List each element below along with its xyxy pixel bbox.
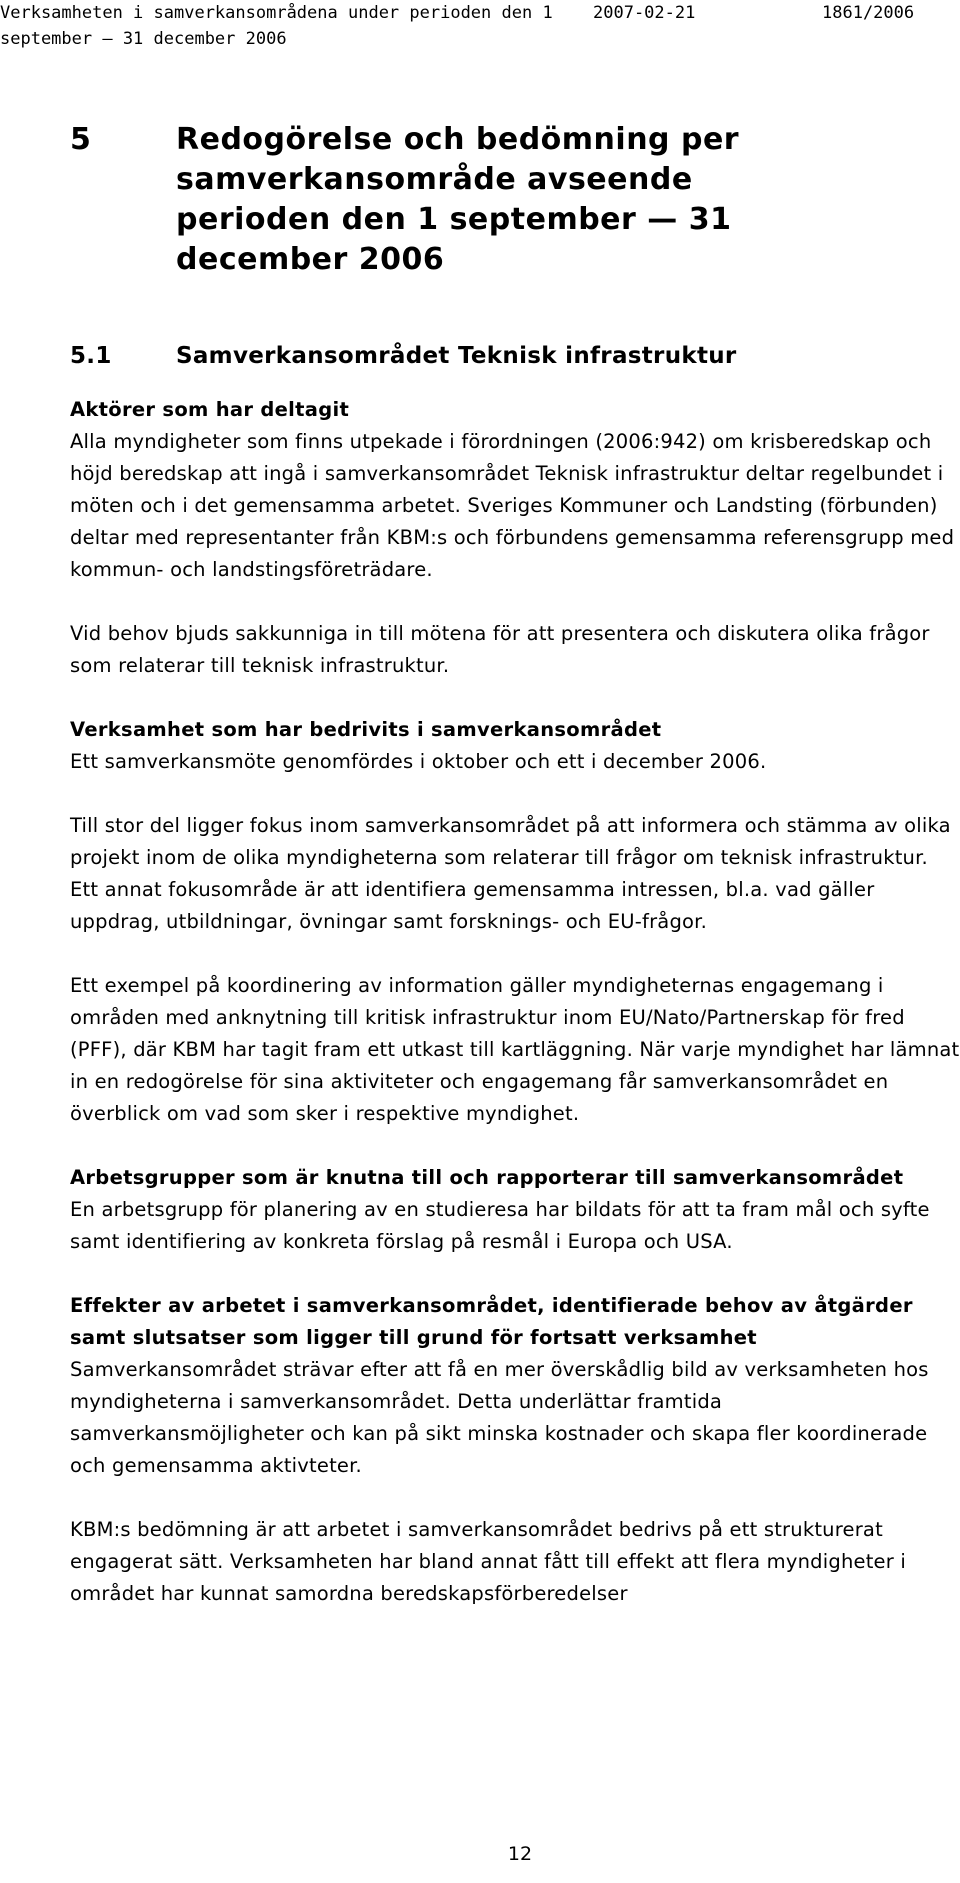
header-title: Verksamheten i samverkansområdena under perioden den 1 [0,3,553,23]
workgroups-paragraph-1: En arbetsgrupp för planering av en studieresa har bildats för att ta fram mål och syfte samt identifiering av konkreta förslag på resmål i Europa och USA. [70,1198,930,1253]
header-document-number: 1861/2006 [822,3,915,23]
effects-heading: Effekter av arbetet i samverkansområdet, identifierade behov av åtgärder samt slutsatser som ligger till grund för fortsatt verksamhet [70,1294,913,1349]
section-title: Samverkansområdet Teknisk infrastruktur [176,343,737,369]
activity-paragraph-3: Ett exempel på koordinering av information gäller myndigheternas engagemang i områden med anknytning till kritisk infrastruktur inom EU/Nato/Partnerskap för fred (PFF), där KBM har tagit fram ett utkast till kartläggning. När varje myndighet har lämnat in en redogörelse för sina aktiviteter och engagemang får samverkansområdet en överblick om vad som sker i respektive myndighet. [70,974,960,1125]
header-date: 2007-02-21 [593,3,696,23]
activity-paragraph-2: Till stor del ligger fokus inom samverkansområdet på att informera och stämma av olika projekt inom de olika myndigheterna som relaterar till frågor om teknisk infrastruktur. Ett annat fokusområde är att identifiera gemensamma intressen, bl.a. vad gäller uppdrag, utbildningar, övningar samt forsknings- och EU-frågor. [70,814,951,933]
activity-paragraph-1: Ett samverkansmöte genomfördes i oktober och ett i december 2006. [70,750,767,773]
chapter-title: Redogörelse och bedömning per samverkansområde avseende perioden den 1 september — 31 december 2006 [176,122,740,277]
running-header [0,0,960,56]
header-period: september — 31 december 2006 [0,29,287,49]
chapter-heading [70,120,960,280]
actors-paragraph-2: Vid behov bjuds sakkunniga in till mötena för att presentera och diskutera olika frågor som relaterar till teknisk infrastruktur. [70,622,930,677]
chapter-number: 5 [70,122,92,157]
workgroups-heading: Arbetsgrupper som är knutna till och rapporterar till samverkansområdet [70,1166,904,1189]
section-heading [70,340,960,372]
page-number: 12 [507,1843,533,1865]
effects-paragraph-2: KBM:s bedömning är att arbetet i samverkansområdet bedrivs på ett strukturerat engagerat sätt. Verksamheten har bland annat fått till effekt att flera myndigheter i området har kunnat samordna beredskapsförberedelser [70,1518,906,1605]
activity-heading: Verksamhet som har bedrivits i samverkansområdet [70,718,662,741]
effects-paragraph-1: Samverkansområdet strävar efter att få en mer överskådlig bild av verksamheten hos myndigheterna i samverkansområdet. Detta underlättar framtida samverkansmöjligheter och kan på sikt minska kostnader och skapa fler koordinerade och gemensamma aktivteter. [70,1358,929,1477]
actors-heading: Aktörer som har deltagit [70,398,350,421]
actors-paragraph-1: Alla myndigheter som finns utpekade i förordningen (2006:942) om krisberedskap och höjd beredskap att ingå i samverkansområdet Teknisk infrastruktur deltar regelbundet i möten och i det gemensamma arbetet. Sveriges Kommuner och Landsting (förbunden) deltar med representanter från KBM:s och förbundens gemensamma referensgrupp med kommun- och landstingsföreträdare. [70,430,955,581]
main-content [70,120,960,1610]
section-number: 5.1 [70,343,112,369]
